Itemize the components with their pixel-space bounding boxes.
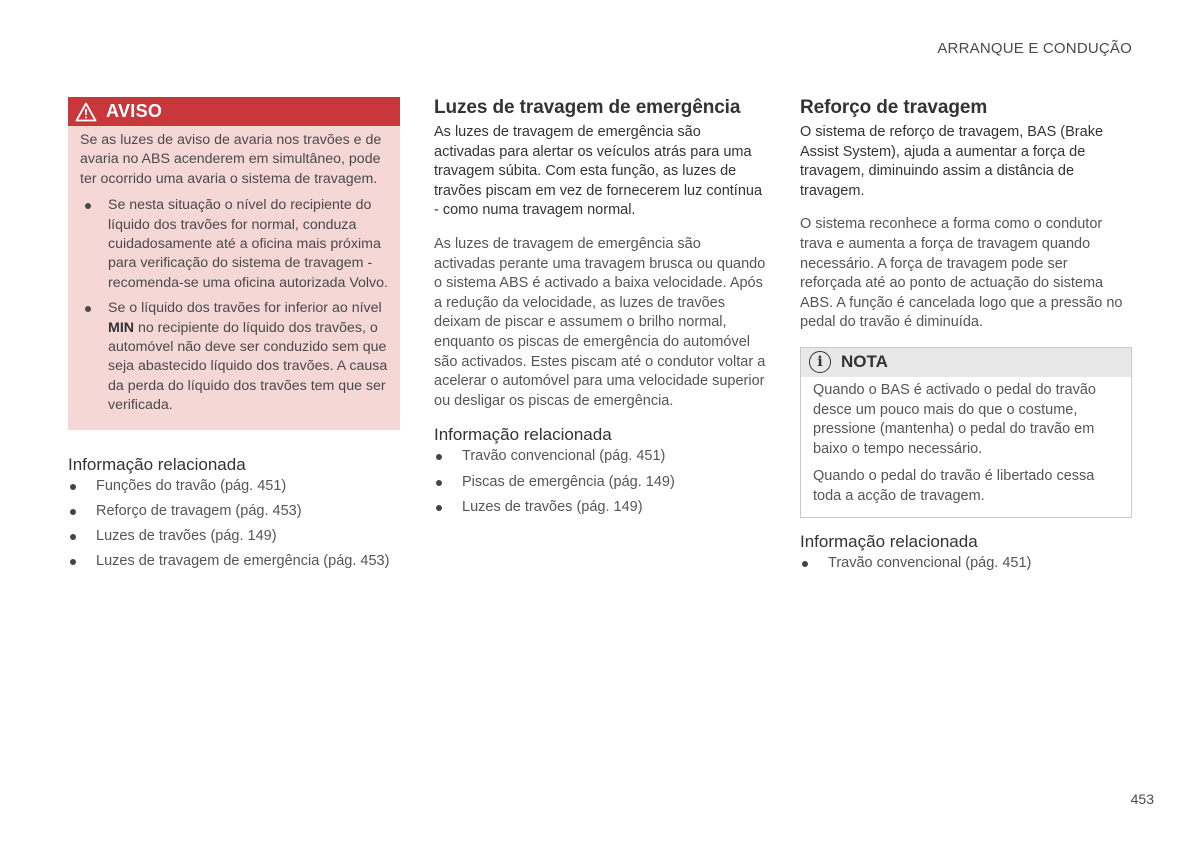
column-brake-assist (800, 97, 1132, 579)
warning-bullet-text: Se o líquido dos travões for inferior ao nível (108, 300, 382, 317)
related-link[interactable]: Luzes de travões (pág. 149) (434, 498, 766, 518)
warning-body (68, 126, 400, 416)
related-link[interactable]: Travão convencional (pág. 451) (800, 554, 1132, 574)
related-link[interactable]: Luzes de travões (pág. 149) (68, 527, 400, 547)
warning-triangle-icon (72, 101, 100, 123)
related-info-list (68, 477, 400, 572)
info-icon: i (809, 351, 831, 373)
related-info-list (800, 554, 1132, 574)
related-link[interactable]: Travão convencional (pág. 451) (434, 447, 766, 467)
column-emergency-brake-lights (434, 97, 766, 523)
note-header (801, 348, 1131, 377)
section-title: Luzes de travagem de emergência (434, 97, 741, 118)
related-info-title: Informação relacionada (800, 531, 978, 551)
column-warning (68, 97, 400, 577)
note-box (800, 347, 1132, 518)
section-title: Reforço de travagem (800, 97, 988, 118)
lead-paragraph: O sistema de reforço de travagem, BAS (Brake Assist System), ajuda a aumentar a força de travagem, diminuindo assim a distância de travagem. (800, 124, 1104, 199)
related-info-title: Informação relacionada (434, 425, 612, 445)
related-info-title: Informação relacionada (68, 454, 246, 474)
related-link[interactable]: Funções do travão (pág. 451) (68, 477, 400, 497)
note-body (801, 377, 1131, 517)
note-paragraph: Quando o BAS é activado o pedal do travão desce um pouco mais do que o costume, pressione (mantenha) o pedal do travão em baixo o tempo necessário. (813, 381, 1096, 457)
related-link[interactable]: Piscas de emergência (pág. 149) (434, 473, 766, 493)
related-link[interactable]: Reforço de travagem (pág. 453) (68, 502, 400, 522)
page-number: 453 (1130, 791, 1154, 807)
section-header: ARRANQUE E CONDUÇÃO (937, 40, 1132, 57)
lead-paragraph: As luzes de travagem de emergência são activadas para alertar os veículos atrás para uma travagem súbita. Com esta função, as luzes de travões piscam em vez de fornecerem luz contínua - como numa travagem normal. (434, 124, 763, 219)
warning-box (68, 97, 400, 430)
note-title: NOTA (841, 352, 888, 372)
warning-header (68, 97, 400, 126)
related-link[interactable]: Luzes de travagem de emergência (pág. 453) (68, 552, 400, 572)
related-info-list (434, 447, 766, 517)
warning-intro: Se as luzes de aviso de avaria nos travões e de avaria no ABS acenderem em simultâneo, pode ter ocorrido uma avaria o sistema de travagem. (80, 132, 382, 187)
warning-bullet-text: no recipiente do líquido dos travões, o automóvel não deve ser conduzido sem que seja abastecido líquido dos travões. A causa da perda do líquido dos travões tem que ser verificada. (108, 319, 388, 414)
warning-bullet (80, 299, 388, 415)
warning-bullet: Se nesta situação o nível do recipiente do líquido dos travões for normal, conduza cuidadosamente até a oficina mais próxima para verificação do sistema de travagem - recomenda-se uma oficina autorizada Volvo. (80, 196, 388, 293)
note-paragraph: Quando o pedal do travão é libertado cessa toda a acção de travagem. (813, 468, 1095, 504)
min-label: MIN (108, 319, 135, 336)
body-paragraph: As luzes de travagem de emergência são activadas perante uma travagem brusca ou quando o sistema ABS é activado a baixa velocidade. Após a redução da velocidade, as luzes de travões deixam de piscar e assumem o brilho normal, enquanto os piscas de emergência do automóvel são activados. Estes piscam até o condutor voltar a acelerar o automóvel para uma velocidade superior ou desligar os piscas de emergência. (434, 235, 766, 409)
body-paragraph: O sistema reconhece a forma como o condutor trava e aumenta a força de travagem quando necessário. A força de travagem pode ser reforçada até ao ponto de actuação do sistema ABS. A função é cancelada logo que a pressão no pedal do travão é diminuída. (800, 216, 1123, 331)
warning-title: AVISO (106, 101, 163, 121)
